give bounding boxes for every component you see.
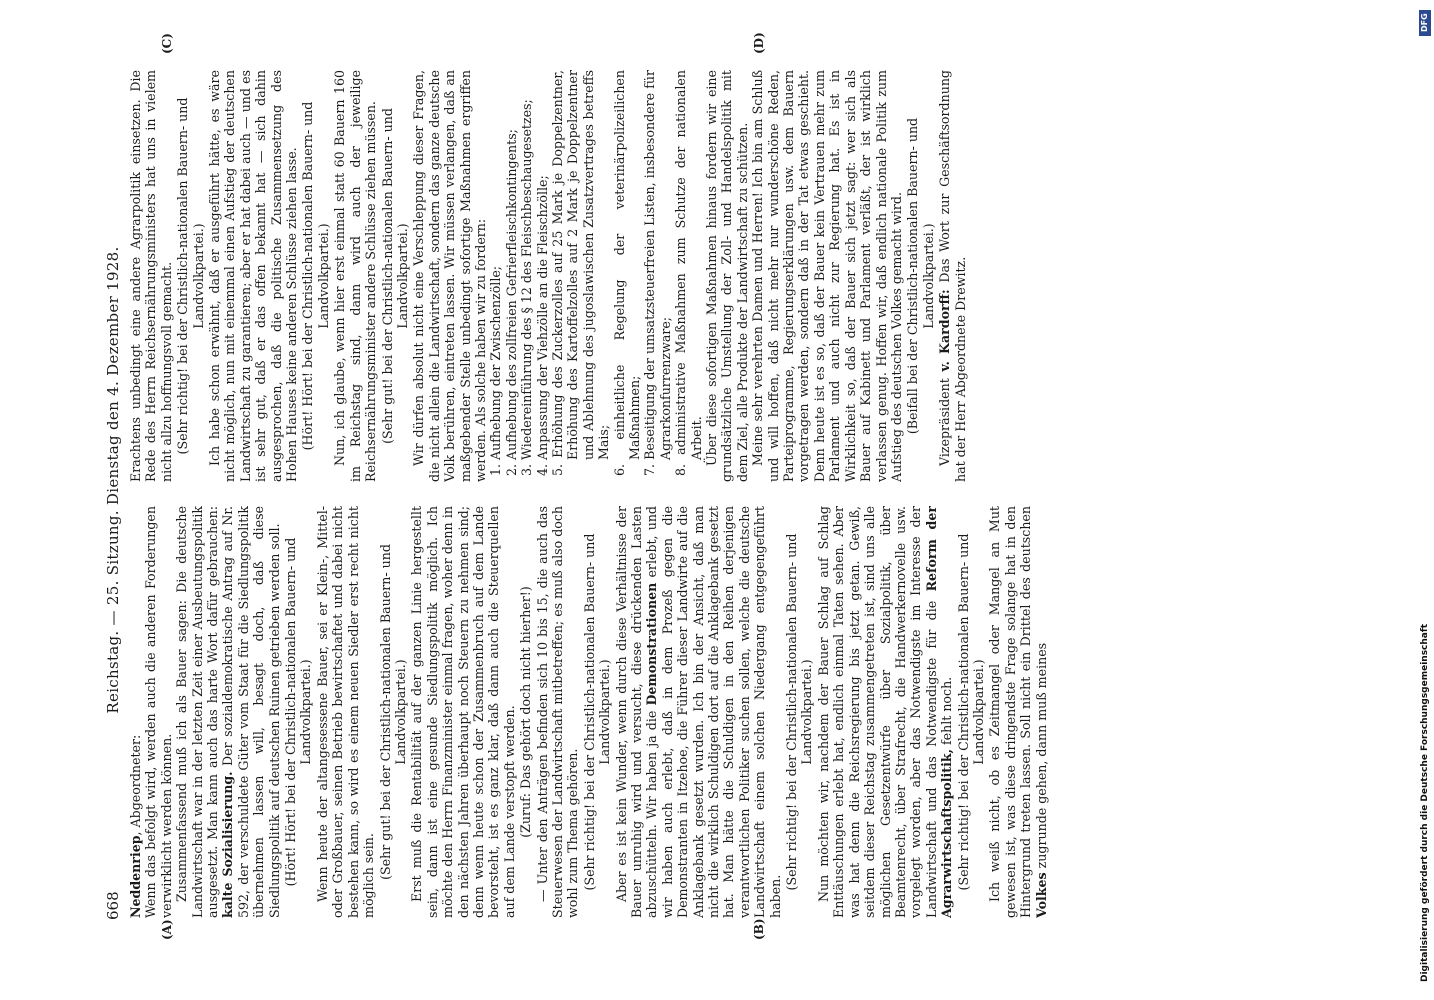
list-item: 3. Wiedereinführung des § 12 des Fleischbeschaugesetzes; [519,99,535,476]
reaction: (Sehr richtig! bei der Christlich-nationalen Bauern- und Landvolkpartei.) [581,533,613,891]
paragraph: Erachtens unbedingt eine andere Agrarpolitik einsetzen. Die Rede des Herrn Reichsernährungsministers hat uns in vielem nicht allzu hoffnungsvoll gemacht. [128,70,174,482]
text-run: Das Wort zur Geschäftsordnung hat der Herr Abgeordnete Drewitz. [937,70,968,482]
paragraph [816,506,955,918]
paragraph: Ich habe schon erwähnt, daß er ausgeführt hätte, es wäre nicht möglich, nun mit einemmal einen Aufstieg der deutschen Landwirtschaft zu garantieren; aber er hat dabei auch — und es ist sehr gut, daß er das offen bekannt hat — sich dahin ausgesprochen, daß die politische Zusammensetzung des Hohen Hauses keine anderen Schlüsse ziehen lasse. [207,70,300,482]
paragraph: Erst muß die Rentabilität auf der ganzen Linie hergestellt sein, dann ist eine gesunde Siedlungspolitik möglich. Ich möchte den Herrn Finanzminister einmal fragen, woher denn in den nächsten Jahren überhaupt noch Steuern zu nehmen sind; denn wenn heute schon der Zusammenbruch auf dem Lande bevorsteht, ist es ganz klar, daß dann auch die Steuerquellen auf dem Lande verstopft werden. [409,506,517,918]
right-column [128,70,1418,482]
paragraph: Wenn heute der altangesessene Bauer, sei er Klein-, Mittel- oder Großbauer, seinen Betrieb bewirtschaftet und dabei nicht bestehen kann, so wird es einem neuen Siedler erst recht nicht möglich sein. [314,506,377,918]
left-column [128,506,1418,918]
paragraph: — Unter den Anträgen befinden sich 10 bis 15, die auch das Steuerwesen der Landwirtschaft mitbetreffen; es muß also doch wohl zum Thema gehören. [534,506,581,918]
paragraph [987,506,1049,918]
list-item: 7. Beseitigung der umsatzsteuerfreien Listen, insbesondere für Agrarkonfurrenzware; [642,70,673,476]
page-number: 668 [104,891,122,920]
reaction: (Hört! Hört! bei der Christlich-nationalen Bauern- und Landvolkpartei.) [283,537,314,887]
reaction: (Beifall bei der Christlich-nationalen Bauern- und Landvolkpartei.) [905,117,936,435]
text-run: Vizepräsident [937,378,953,466]
speaker-name: Neddenriep [128,835,143,918]
reaction: (Sehr gut! bei der Christlich-nationalen Bauern- und Landvolkpartei.) [377,544,408,880]
paragraph: Meine sehr verehrten Damen und Herren! Ich bin am Schluß und will hoffen, daß nicht mehr nur wunderschöne Reden, Parteiprogramme, Regierungserklärungen usw. dem Bauern vorgetragen werden, sondern daß in der Tat etwas geschieht. Denn heute ist es so, daß der Bauer kein Vertrauen mehr zum Parlament und auch nicht zur Regierung hat. Es ist in Wirklichkeit so, daß der Bauer sich jetzt sagt: wer sich als Bauer auf Kabinett und Parlament verläßt, der ist wirklich verlassen genug. Hoffen wir, daß endlich nationale Politik zum Aufstieg des deutschen Volkes gemacht wird. [750,70,904,482]
text-run: fehlt noch. [939,676,955,745]
speaker-line [128,506,143,918]
reaction: (Zuruf: Das gehört doch nicht hierher!) [518,586,534,838]
page-header [102,40,124,920]
digitization-credit-strip [1418,10,1432,990]
reaction: (Sehr richtig! bei der Christlich-nationalen Bauern- und Landvolkpartei.) [175,97,206,455]
paragraph [614,506,783,918]
reaction: (Sehr gut! bei der Christlich-nationalen Bauern- und Landvolkpartei.) [379,108,410,444]
text-run: Nun möchten wir, nachdem der Bauer Schlag auf Schlag Enttäuschungen erlebt hat, endlich einmal Taten sehen. Aber was hat denn die Reichsregierung bis jetzt getan. Gewiß, seitdem dieser Reichstag zusammengetreten ist, sind uns alle möglichen Gesetzentwürfe über Sozialpolitik, über Beamtenrecht, über Strafrecht, die Handwerkernovelle usw. vorgelegt worden, aber das Notwendigste im Interesse der Landwirtschaft und das Notwendigste für die [815,506,939,918]
emphasis-text: Volkes [1033,872,1049,918]
text-run: Zusammenfassend muß ich als Bauer sagen: Die deutsche Landwirtschaft war in der letzten Zeit einer Ausbeutungspolitik ausgesetzt. Man kann auch das harte Wort dafür gebrauchen: [174,506,221,918]
list-item: 8. administrative Maßnahmen zum Schutze der nationalen Arbeit. [673,70,704,476]
paragraph: Wir dürfen absolut nicht eine Verschleppung dieser Fragen, die nicht allein die Landwirtschaft, sondern das ganze deutsche Volk berühren, eintreten lassen. Wir müssen verlangen, daß an maßgebender Stelle unbedingt sofortige Maßnahmen ergriffen werden. Als solche haben wir zu fordern: [411,70,488,482]
text-run: erlebt, und wir haben auch erlebt, daß in dem Prozeß gegen die Demonstranten in Itzehoe, die Führer dieser Landwirte auf die Anklagebank gesetzt wurden. Ich bin der Ansicht, daß man nicht die wirklich Schuldigen dort auf die Anklagebank gesetzt hat. Man hätte die Schuldigen in den Reihen derjenigen verantwortlichen Politiker suchen sollen, welche die deutsche Landwirtschaft einem solchen Niedergang entgegengeführt haben. [644,506,783,918]
speaker-role: , Abgeordneter: [128,734,143,836]
list-item: 2. Aufhebung des zollfreien Gefrierfleischkontingents; [503,129,519,476]
text-run: Ich weiß nicht, ob es Zeitmangel oder Mangel an Mut gewesen ist, was diese dringendste Frage solange hat in den Hintergrund treten lassen. Soll nicht ein Drittel des deutschen [987,506,1034,918]
speaker-name: v. Kardorff: [937,289,953,372]
paragraph: Über diese sofortigen Maßnahmen hinaus fordern wir eine grundsätzliche Umstellung der Zoll- und Handelspolitik mit dem Ziel, alle Produkte der Landwirtschaft zu schützen. [704,70,750,482]
margin-marker-c: (C) [160,33,174,54]
emphasis-text: kalte Sozialisierung. [220,771,236,918]
list-item: 6. einheitliche Regelung der veterinärpolizeilichen Maßnahmen; [611,70,642,476]
rotated-page-content [102,0,1422,960]
margin-marker-b: (B) [752,918,766,940]
dfg-logo: DFG [1419,10,1431,36]
emphasis-text: Demonstrationen [644,582,660,706]
demands-list [488,70,704,482]
list-item: 5. Erhöhung des Zuckerzolles auf 25 Mark je Doppelzentner, Erhöhung des Kartoffelzolles auf 2 Mark je Doppelzentner und Ablehnung des jugoslawischen Zusatzvertrages betreffs Mais; [549,70,612,476]
paragraph [174,506,282,918]
text-run: Der sozialdemokratische Antrag auf Nr. 592, der verschuldete Güter vom Staat für die Siedlungspolitik übernehmen lassen will, besagt doch, daß diese Siedlungspolitik auf deutschen Ruinen getrieben werden soll. [220,506,282,918]
digitization-credit: Digitalisierung gefördert durch die Deutsche Forschungsgemeinschaft [1420,623,1430,982]
running-title: Reichstag. — 25. Sitzung. Dienstag den 4. Dezember 1928. [104,246,122,714]
reaction: (Hört! Hört! bei der Christlich-nationalen Bauern- und Landvolkpartei.) [300,101,331,451]
paragraph: Nun, ich glaube, wenn hier erst einmal statt 60 Bauern 160 im Reichstag sind, dann wird auch der jeweilige Reichsernährungsminister andere Schlüsse ziehen müssen. [332,70,379,482]
text-run: zugrunde gehen, dann muß meines [1033,642,1049,869]
paragraph: Wenn das befolgt wird, werden auch die anderen Forderungen verwirklicht werden können. [143,506,174,918]
margin-marker-d: (D) [752,32,766,54]
list-item: 4. Anpassung der Viehzölle an die Fleischzölle; [534,175,550,476]
paragraph [937,70,968,482]
margin-marker-a: (A) [160,919,174,940]
emphasis-text: Reform der Agrarwirtschaftspolitik, [923,506,955,918]
reaction: (Sehr richtig! bei der Christlich-nationalen Bauern- und Landvolkpartei.) [955,533,986,891]
reaction: (Sehr richtig! bei der Christlich-nationalen Bauern- und Landvolkpartei.) [784,533,815,891]
text-run: Aber es ist kein Wunder, wenn durch diese Verhältnisse der Bauer unruhig wird und versucht, diese drückenden Lasten abzuschütteln. Wir haben ja die [613,506,660,918]
list-item: 1. Aufhebung der Zwischenzölle; [488,265,504,476]
